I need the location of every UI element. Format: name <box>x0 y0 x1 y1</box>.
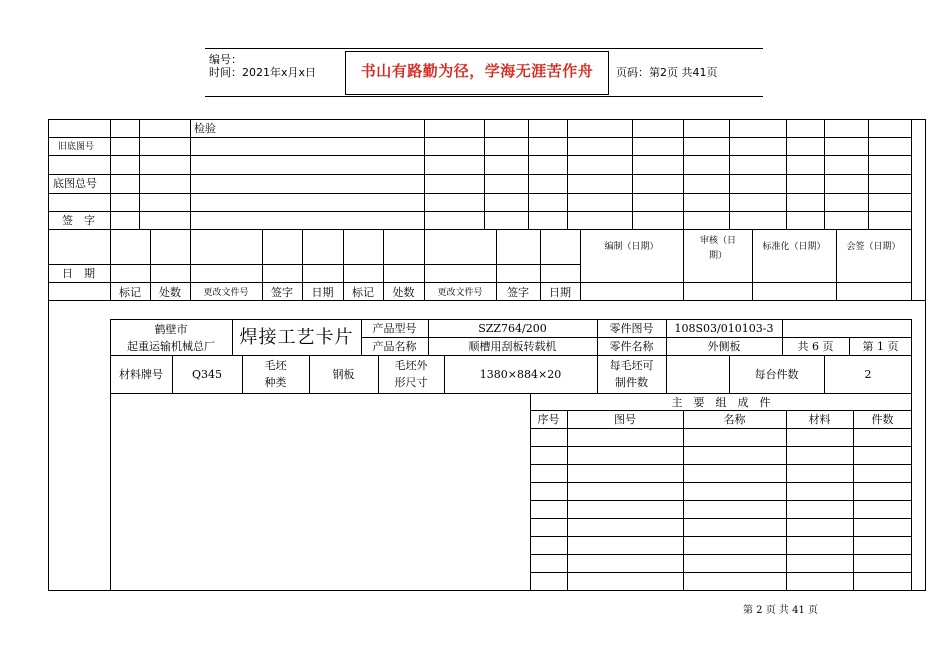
revision-header-change-doc: 更改文件号 <box>437 288 483 298</box>
product-model-value: SZZ764/200 <box>478 322 547 335</box>
approval-compile: 编制（日期） <box>604 242 659 252</box>
page-number: 第 1 页 <box>862 340 899 353</box>
component-header-seq: 序号 <box>537 413 560 426</box>
date-label: 日 期 <box>62 267 95 280</box>
blank-size-value: 1380×884×20 <box>479 368 562 381</box>
part-name-value: 外侧板 <box>707 340 741 353</box>
card-title: 焊接工艺卡片 <box>239 327 354 348</box>
old-drawing-no-label: 旧底图号 <box>58 142 95 152</box>
revision-header-count: 处数 <box>159 286 181 299</box>
total-pages: 共 6 页 <box>797 340 834 353</box>
blank-type-label-2: 种类 <box>264 376 287 389</box>
company-name-line1: 鹤壁市 <box>154 323 188 336</box>
welding-card <box>110 319 912 591</box>
revision-header-mark: 标记 <box>352 286 374 299</box>
components-title: 主 要 组 成 件 <box>671 396 771 409</box>
per-unit-value: 2 <box>864 368 872 381</box>
per-unit-label: 每台件数 <box>754 368 799 381</box>
component-header-material: 材料 <box>808 413 831 426</box>
inspect-label: 检验 <box>194 122 216 135</box>
approval-standardization: 标准化（日期） <box>762 242 826 252</box>
product-name-value: 顺槽用刮板转载机 <box>468 340 557 353</box>
motto-text: 书山有路勤为径，学海无涯苦作舟 <box>360 62 594 80</box>
component-header-drawing: 图号 <box>614 413 636 426</box>
revision-header-date: 日期 <box>311 286 334 299</box>
document-number-label: 编号： <box>209 53 242 66</box>
per-blank-label-1: 每毛坯可 <box>609 359 654 372</box>
component-header-name: 名称 <box>723 413 746 426</box>
revision-header-sign: 签字 <box>271 286 293 299</box>
material-value: Q345 <box>191 368 222 381</box>
revision-header-date: 日期 <box>549 286 571 299</box>
signature-label: 签 字 <box>62 214 95 227</box>
material-label: 材料牌号 <box>119 368 163 381</box>
approval-countersign: 会签（日期） <box>846 242 901 252</box>
part-drawing-label: 零件图号 <box>609 322 654 335</box>
revision-header-count: 处数 <box>392 286 415 299</box>
company-name-line2: 起重运输机械总厂 <box>127 340 215 353</box>
part-name-label: 零件名称 <box>609 340 654 353</box>
product-name-label: 产品名称 <box>372 340 417 353</box>
footer-page-number: 第 2 页 共 41 页 <box>743 605 818 616</box>
approval-review: 审核（日期） <box>699 236 736 261</box>
drawing-total-no-label: 底图总号 <box>53 177 97 190</box>
revision-header-change-doc: 更改文件号 <box>203 288 249 298</box>
header-page-info: 页码：第2页 共41页 <box>616 66 718 79</box>
document-time: 时间：2021年x月x日 <box>209 66 317 79</box>
component-header-qty: 件数 <box>871 413 894 426</box>
blank-type-label-1: 毛坯 <box>264 359 287 372</box>
blank-size-label-2: 形尺寸 <box>394 376 428 389</box>
blank-size-label-1: 毛坯外 <box>394 359 428 372</box>
per-blank-label-2: 制件数 <box>615 376 648 389</box>
product-model-label: 产品型号 <box>372 322 417 335</box>
blank-type-value: 钢板 <box>332 368 355 381</box>
part-drawing-value: 108S03/010103-3 <box>674 322 774 335</box>
revision-header-sign: 签字 <box>507 286 529 299</box>
revision-header-mark: 标记 <box>119 286 141 299</box>
